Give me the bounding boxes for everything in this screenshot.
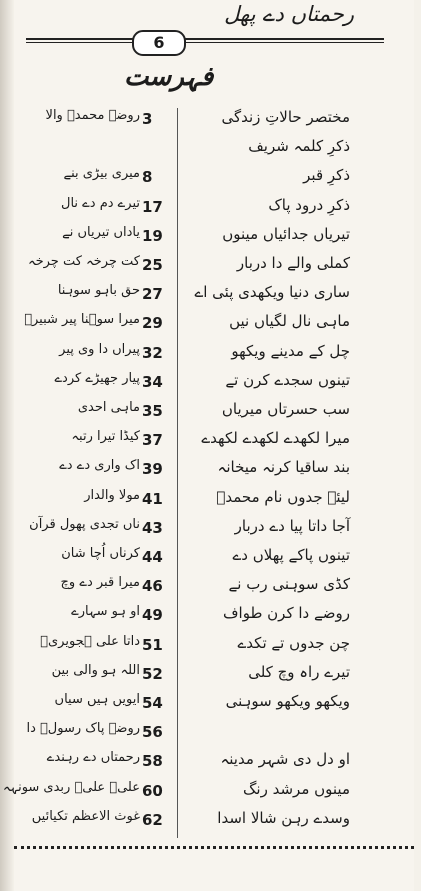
- toc-row: [14, 517, 414, 547]
- page-number-badge: 6: [132, 30, 186, 56]
- toc-page-number: 32: [142, 343, 163, 362]
- toc-page-number: 3: [142, 110, 153, 128]
- book-page: [2, 0, 414, 891]
- toc-page-number: 39: [142, 460, 163, 479]
- toc-left-title: ایویں ہیں سیاں: [54, 692, 140, 707]
- toc-left-title: کرناں اُچا شان: [61, 546, 140, 561]
- page-edge-shadow: [0, 0, 14, 891]
- toc-left-title: روضہ محمدؐ والا: [45, 108, 140, 123]
- toc-page-number: 37: [142, 431, 163, 450]
- toc-left-title: میرا قبر دے وچ: [60, 575, 140, 591]
- toc-page-number: 54: [142, 694, 163, 712]
- toc-right-title: روضے دا کرن طواف: [222, 604, 350, 623]
- toc-left-title: داتا علی ہجویریؒ: [40, 633, 140, 649]
- toc-left-title: غوث الاعظم تکیائیں: [31, 808, 140, 824]
- toc-page-number: 41: [142, 489, 163, 508]
- toc-right-title: میرا لکھدے لکھدے لکھدے: [201, 429, 350, 448]
- toc-row: [14, 575, 414, 605]
- toc-page-number: 17: [142, 197, 163, 216]
- bottom-dotted-rule: [14, 846, 414, 849]
- book-title: رحمتاں دے پھل: [224, 2, 354, 26]
- toc-row: [14, 283, 414, 313]
- toc-row: [14, 108, 414, 138]
- toc-row: [14, 342, 414, 372]
- toc-row: [2, 779, 414, 810]
- toc-right-title: ماہی نال لگیاں نیں: [229, 312, 350, 331]
- toc-row: [14, 809, 414, 839]
- toc-right-title: ذکرِ درود پاک: [268, 195, 350, 214]
- toc-right-title: تینوں سجدے کرن تے: [225, 370, 350, 389]
- toc-page-number: 19: [142, 226, 163, 245]
- toc-right-title: تیریاں جدائیاں مینوں: [222, 224, 350, 243]
- toc-page-number: 44: [142, 548, 163, 566]
- toc-page-number: 52: [142, 664, 163, 683]
- toc-left-title: ناں تجدی پھول قرآن: [29, 516, 140, 532]
- toc-row: [14, 429, 414, 459]
- toc-left-title: میری بیڑی بنے: [63, 166, 140, 182]
- toc-right-title: ویکھو ویکھو سوہنی: [225, 692, 350, 710]
- toc-page-number: 56: [142, 723, 163, 742]
- toc-page-number: 46: [142, 577, 163, 596]
- toc-left-title: ماہی احدی: [77, 400, 140, 415]
- toc-row: [14, 371, 414, 401]
- toc-left-title: یاداں تیریاں نے: [62, 224, 140, 240]
- toc-right-title: تینوں پاکے پھلاں دے: [232, 546, 350, 564]
- toc-right-title: چل کے مدینے ویکھو: [231, 341, 350, 360]
- toc-page-number: 58: [142, 752, 163, 771]
- toc-left-title: رحمتاں دے رہندے: [46, 750, 140, 766]
- toc-left-title: تیرے دم دے نال: [61, 195, 140, 211]
- toc-right-title: آجا داتا پیا دے دربار: [234, 516, 350, 535]
- toc-row: [14, 488, 414, 518]
- toc-heading: فہرست: [124, 62, 214, 92]
- toc-row: [14, 254, 414, 284]
- toc-page-number: 27: [142, 285, 163, 304]
- toc-row: [14, 196, 414, 226]
- toc-page-number: 34: [142, 372, 163, 391]
- toc-right-title: مختصر حالاتِ زندگی: [221, 108, 350, 126]
- toc-row: [14, 604, 414, 634]
- toc-row: [14, 400, 414, 430]
- toc-page-number: 29: [142, 314, 163, 333]
- toc-page-number: 51: [142, 635, 163, 654]
- toc-right-title: او دل دی شہر مدینہ: [220, 750, 350, 769]
- toc-right-title: ذکرِ قبر: [303, 166, 350, 185]
- toc-page-number: 25: [142, 256, 163, 274]
- header-rule: [26, 38, 384, 40]
- toc-right-title: ساری دنیا ویکھدی پئی اے: [194, 283, 350, 302]
- toc-left-title: علیؑ علیؑ ربدی سونہہ: [2, 779, 140, 795]
- toc-left-title: او ہو سہارے: [71, 604, 140, 620]
- toc-left-title: کت چرخہ کت چرخہ: [27, 254, 140, 269]
- toc-left-title: روضہ پاک رسولؐ دا: [26, 721, 140, 737]
- toc-page-number: 62: [142, 810, 163, 829]
- toc-page-number: 35: [142, 402, 163, 420]
- toc-page-number: 49: [142, 606, 163, 625]
- toc-page-number: 43: [142, 518, 163, 537]
- toc-row: [14, 546, 414, 576]
- toc-left-title: میرا سوہنا پیر شبیرؒ: [24, 312, 140, 328]
- toc-row: [14, 692, 414, 722]
- toc-right-title: چن جدوں تے تکدے: [237, 633, 350, 652]
- toc-left-title: پیار جھیڑے کردے: [54, 370, 140, 386]
- toc-row: [14, 663, 414, 693]
- toc-row: [14, 137, 414, 167]
- toc-page-number: 60: [142, 781, 163, 800]
- toc-left-title: حق باہو سوہنا: [57, 283, 140, 299]
- toc-row: [14, 634, 414, 664]
- toc-right-title: سب حسرتاں میریاں: [221, 400, 350, 418]
- toc-left-title: پیراں دا وی پیر: [59, 341, 140, 357]
- toc-right-title: بند ساقیا کرنہ میخانہ: [217, 458, 350, 477]
- toc-right-title: کڈی سوہنی رب نے: [228, 575, 350, 594]
- toc-right-title: ذکرِ کلمہ شریف: [248, 137, 350, 156]
- toc-right-title: تیرے راہ وچ کلی: [248, 662, 350, 681]
- toc-page-number: 8: [142, 168, 153, 187]
- toc-row: [14, 750, 414, 780]
- toc-left-title: اک واری دے دے: [59, 458, 140, 474]
- toc-row: [14, 225, 414, 255]
- toc-row: [14, 721, 414, 751]
- toc-left-title: اللہ ہو والی بین: [51, 662, 140, 678]
- toc-right-title: لیئے جدوں نام محمدؐ: [216, 487, 350, 506]
- toc-right-title: وسدے رہن شالا اسدا: [217, 808, 350, 827]
- toc-right-title: کملی والے دا دربار: [236, 254, 350, 272]
- toc-row: [14, 166, 414, 196]
- toc-row: [14, 312, 414, 342]
- header-rule-thin: [26, 42, 384, 43]
- toc-right-title: مینوں مرشد رنگ: [243, 779, 350, 798]
- toc-left-title: کیڈا تیرا رتبہ: [71, 429, 140, 445]
- toc-left-title: مولا والدار: [84, 487, 140, 503]
- toc-row: [14, 458, 414, 488]
